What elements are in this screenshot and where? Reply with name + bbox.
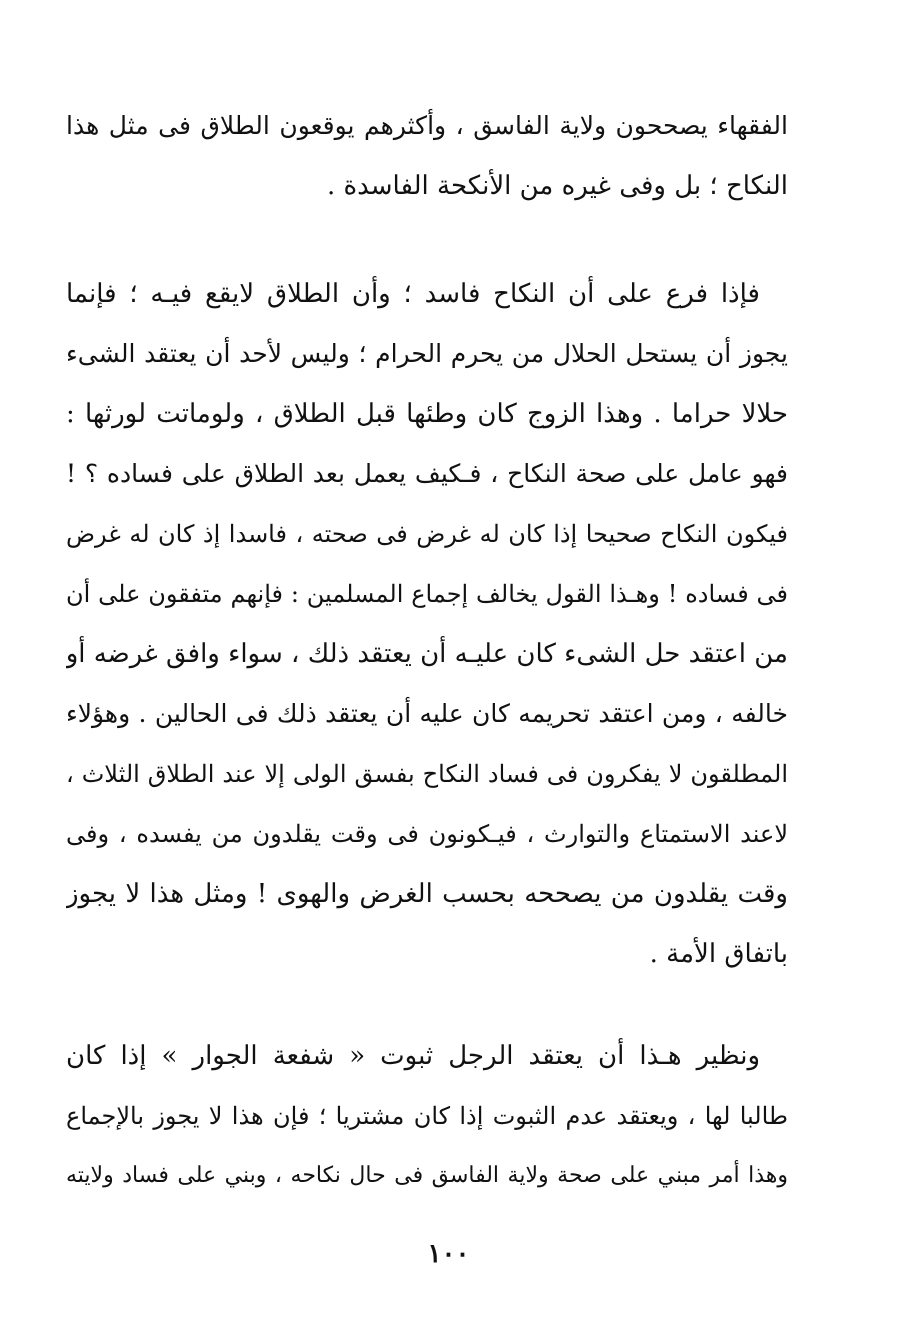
text-line: من اعتقد حل الشىء كان عليـه أن يعتقد ذلك ، سواء وافق غرضه أو (66, 639, 788, 669)
text-line: يجوز أن يستحل الحلال من يحرم الحرام ؛ وليس لأحد أن يعتقد الشىء (66, 339, 788, 368)
text-line: فإذا فرع على أن النكاح فاسد ؛ وأن الطلاق لايقع فيـه ؛ فإنما (66, 279, 760, 309)
text-line: لاعند الاستمتاع والتوارث ، فيـكونون فى وقت يقلدون من يفسده ، وفى (66, 820, 788, 848)
text-line: ونظير هـذا أن يعتقد الرجل ثبوت « شفعة الجوار » إذا كان (66, 1041, 760, 1071)
text-line: فهو عامل على صحة النكاح ، فـكيف يعمل بعد الطلاق على فساده ؟ ! (66, 459, 788, 488)
text-line: فيكون النكاح صحيحا إذا كان له غرض فى صحته ، فاسدا إذ كان له غرض (66, 520, 788, 548)
text-line: الفقهاء يصححون ولاية الفاسق ، وأكثرهم يوقعون الطلاق فى مثل هذا (66, 111, 788, 140)
text-line: المطلقون لا يفكرون فى فساد النكاح بفسق الولى إلا عند الطلاق الثلاث ، (66, 760, 788, 788)
text-line: طالبا لها ، ويعتقد عدم الثبوت إذا كان مشتريا ؛ فإن هذا لا يجوز بالإجماع (66, 1102, 788, 1130)
text-line: خالفه ، ومن اعتقد تحريمه كان عليه أن يعتقد ذلك فى الحالين . وهؤلاء (66, 699, 788, 728)
text-line: باتفاق الأمة . (649, 939, 788, 969)
text-line: وهذا أمر مبني على صحة ولاية الفاسق فى حال نكاحه ، وبني على فساد ولايته (66, 1163, 788, 1188)
paragraph-3 (66, 1026, 788, 1206)
page-number: ١٠٠ (427, 1239, 470, 1269)
text-line: وقت يقلدون من يصححه بحسب الغرض والهوى ! ومثل هذا لا يجوز (66, 879, 788, 909)
paragraph-1 (66, 96, 788, 216)
text-line: النكاح ؛ بل وفى غيره من الأنكحة الفاسدة . (326, 171, 788, 201)
text-line: حلالا حراما . وهذا الزوج كان وطئها قبل الطلاق ، ولوماتت لورثها : (66, 399, 788, 429)
paragraph-2 (66, 264, 788, 984)
text-line: فى فساده ! وهـذا القول يخالف إجماع المسلمين : فإنهم متفقون على أن (66, 580, 788, 608)
